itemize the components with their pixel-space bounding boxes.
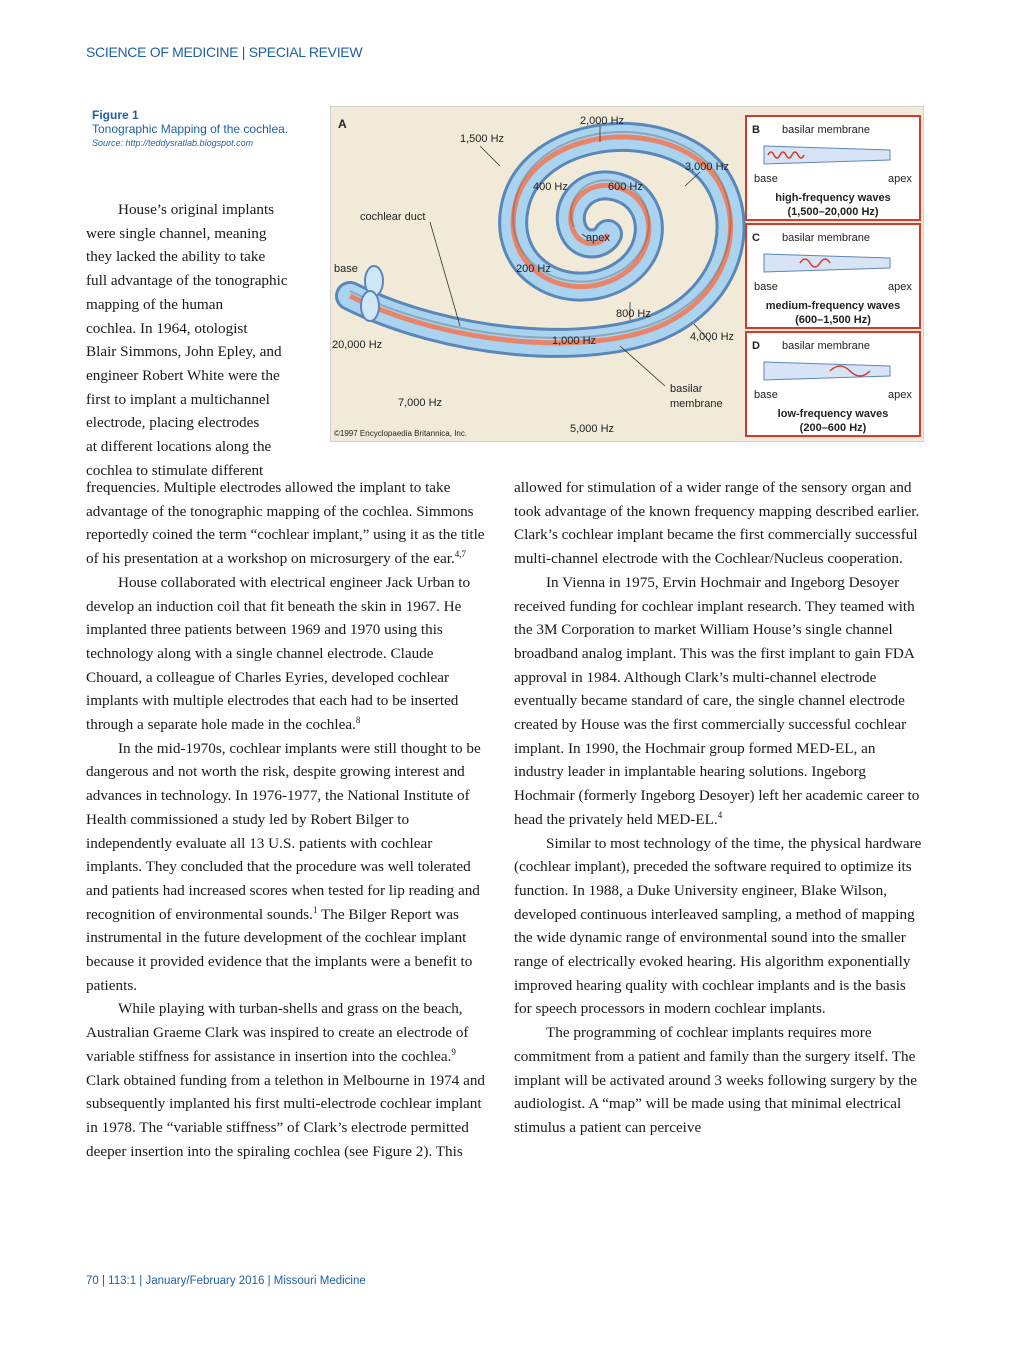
freq-label: 20,000 Hz [332,339,383,351]
paragraph: House collaborated with electrical engineer Jack Urban to develop an induction coil that fit beneath the skin in 1967. He implanted three patients between 1969 and 1970 using this technology along with a single channel electrode. Claude Chouard, a colleague of Charles Eyries, developed cochlear implants with multiple electrodes that each had to be inserted through a separate hole made in the cochlea.$^8$ [86,573,471,734]
panel-c-membrane: basilar membrane [782,232,871,244]
paragraph: frequencies. Multiple electrodes allowed the implant to take advantage of the tonographic mapping of the cochlea. Simmons reportedly coined the term “cochlear implant,” using it as the title of his presentation at a workshop on microsurgery of the ear.$^{4,7}$ [86,479,485,568]
text-line: were single channel, meaning [86,224,267,242]
panel-d-apex: apex [888,389,912,401]
text-line: electrode, placing electrodes [86,414,260,432]
running-header: SCIENCE OF MEDICINE | SPECIAL REVIEW [86,44,363,60]
panel-c-apex: apex [888,281,912,293]
panel-c-range: (600–1,500 Hz) [795,314,871,326]
text-line: engineer Robert White were the [86,366,280,384]
text-line: they lacked the ability to take [86,248,266,266]
paragraph: In Vienna in 1975, Ervin Hochmair and Ingeborg Desoyer received funding for cochlear implant research. They teamed with the 3M Corporation to market William House’s single channel broadband analog implant. This was the first implant to gain FDA approval in 1984. Although Clark’s multi-channel electrode eventually became standard of care, the single channel electrode created by House was the first commercially successful cochlear implant. In 1990, the Hochmair group formed MED-EL, an industry leader in implantable hearing solutions. Ingeborg Hochmair (formerly Ingeborg Desoyer) left her academic career to head the privately held MED-EL.$^4$ [514,573,920,828]
freq-label: 1,000 Hz [552,335,597,347]
right-column [514,476,924,1140]
apex-label: apex [586,232,610,244]
text-line: mapping of the human [86,295,224,313]
freq-label: 3,000 Hz [685,161,730,173]
left-column-wrap [86,198,326,482]
left-column [86,476,492,1163]
text-line: full advantage of the tonographic [86,272,288,290]
basilar-membrane-label: basilar membrane [670,383,723,410]
citation: 1 [312,904,318,915]
citation: 4,7 [454,549,467,560]
freq-label: 1,500 Hz [460,133,505,145]
panel-a-letter: A [338,117,347,131]
text-line: House’s original implants [118,201,275,218]
freq-label: 2,000 Hz [580,115,625,127]
text-line: Blair Simmons, John Epley, and [86,343,282,361]
panel-d-wave: low-frequency waves [777,408,889,420]
panel-b-letter: B [752,124,760,136]
panel-d-letter: D [752,340,760,352]
paragraph: In the mid-1970s, cochlear implants were still thought to be dangerous and not worth the risk, despite growing interest and advances in technology. In 1976-1977, the National Institute of Health commissioned a study led by Robert Bilger to independently evaluate all 13 U.S. patients with cochlear implants. They concluded that the procedure was well tolerated and patients had increased scores when tested for lip reading and recognition of environmental sounds.$^1$ The Bilger Report was instrumental in the future development of the cochlear implant because it provided evidence that the implants were a benefit to patients. [86,739,481,994]
paragraph: allowed for stimulation of a wider range of the sensory organ and took advantage of the known frequency mapping described earlier. Clark’s cochlear implant became the first commercially successful multi-channel electrode with the Cochlear/Nucleus cooperation. [514,479,920,568]
panel-d-base: base [754,389,778,401]
figure-caption [92,108,288,150]
panel-b-apex: apex [888,173,912,185]
cochlear-duct-label: cochlear duct [360,211,426,223]
page-footer: 70 | 113:1 | January/February 2016 | Missouri Medicine [86,1275,366,1287]
panel-b-wave: high-frequency waves [775,192,891,204]
text-line: at different locations along the [86,438,272,456]
text-line: cochlea. In 1964, otologist [86,319,248,337]
panel-c-base: base [754,281,778,293]
citation: 4 [717,809,723,820]
panel-d-membrane: basilar membrane [782,340,871,352]
panel-b-membrane: basilar membrane [782,124,871,136]
base-label: base [334,263,358,275]
panel-d-range: (200–600 Hz) [799,422,867,434]
freq-label: 7,000 Hz [398,397,443,409]
paragraph: While playing with turban-shells and grass on the beach, Australian Graeme Clark was inspired to create an electrode of variable stiffness for assistance in insertion into the cochlea.$^9$ Clark obtained funding from a telethon in Melbourne in 1974 and subsequently implanted his first multi-electrode cochlear implant in 1978. The “variable stiffness” of Clark’s electrode permitted deeper insertion into the spiraling cochlea (see Figure 2). This [86,1000,486,1160]
text-line: first to implant a multichannel [86,390,270,408]
citation: 8 [355,715,361,726]
panel-c-wave: medium-frequency waves [765,300,901,312]
panel-b-base: base [754,173,778,185]
text-line: cochlea to stimulate different [86,461,264,479]
figure-source: Source: http://teddysratlab.blogspot.com [92,138,254,148]
freq-label: 400 Hz [533,181,568,193]
freq-label: 800 Hz [616,308,651,320]
citation: 9 [451,1046,456,1057]
freq-label: 5,000 Hz [570,423,615,435]
freq-label: 4,000 Hz [690,331,735,343]
freq-label: 200 Hz [516,263,551,275]
copyright-label: ©1997 Encyclopaedia Britannica, Inc. [334,429,468,438]
figure-title: Tonographic Mapping of the cochlea. [92,122,289,136]
paragraph: The programming of cochlear implants requires more commitment from a patient and family than the surgery itself. The implant will be activated around 3 weeks following surgery by the audiologist. A “map” will be made using that minimal electrical stimulus a patient can perceive [514,1024,917,1136]
panel-b-range: (1,500–20,000 Hz) [787,206,879,218]
figure-label: Figure 1 [92,108,139,122]
paragraph: Similar to most technology of the time, the physical hardware (cochlear implant), preceded the software required to optimize its function. In 1988, a Duke University engineer, Blake Wilson, developed continuous interleaved sampling, a method of mapping the wide dynamic range of environmental sound into the smaller range of electrically evoked hearing. His algorithm exponentially improved hearing quality with cochlear implants and is the basis for speech processors in modern cochlear implants. [514,834,922,1018]
panel-c-letter: C [752,232,760,244]
cochlea-tonotopic-diagram [330,106,924,442]
freq-label: 600 Hz [608,181,643,193]
